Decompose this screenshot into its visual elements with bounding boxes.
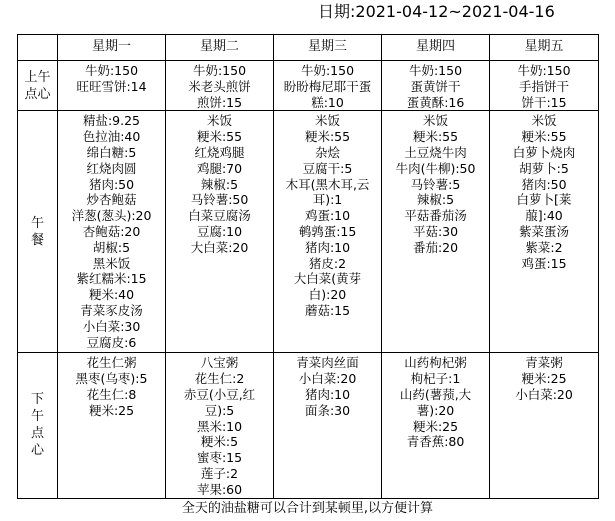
menu-line: 黑米:10 bbox=[196, 418, 243, 434]
menu-line: 牛肉(牛柳):50 bbox=[395, 160, 476, 176]
menu-cell bbox=[490, 111, 599, 353]
menu-line: 绵白糖:5 bbox=[86, 144, 137, 160]
menu-line: 米饭 bbox=[422, 113, 448, 129]
menu-line: 饼干:15 bbox=[521, 94, 567, 110]
menu-line: 面条:30 bbox=[304, 402, 351, 418]
menu-line: 青菜肉丝面 bbox=[296, 355, 359, 371]
menu-line: 大白菜(黄芽 bbox=[293, 271, 362, 287]
menu-line: 豆):5 bbox=[204, 402, 235, 418]
menu-line: 平菇番茄汤 bbox=[404, 208, 467, 224]
menu-cell bbox=[490, 61, 599, 111]
menu-line: 耳):1 bbox=[312, 192, 343, 208]
menu-cell bbox=[382, 353, 490, 498]
menu-line: 山药(薯蓣,大 bbox=[399, 386, 472, 402]
menu-line: 米饭 bbox=[206, 113, 232, 129]
menu-line: 牛奶:150 bbox=[84, 63, 139, 78]
menu-line: 紫菜:2 bbox=[525, 239, 563, 255]
menu-line: 白):20 bbox=[308, 287, 347, 303]
menu-cell bbox=[166, 111, 274, 353]
menu-line: 杂烩 bbox=[314, 144, 340, 160]
menu-line: 紫菜蛋汤 bbox=[518, 223, 569, 239]
menu-line: 米老头煎饼 bbox=[188, 78, 251, 94]
menu-line: 粳米:25 bbox=[88, 402, 135, 418]
day-header-thu: 星期四 bbox=[382, 35, 490, 61]
menu-line: 猪肉:50 bbox=[88, 176, 135, 192]
menu-line: 精盐:9.25 bbox=[82, 113, 141, 129]
menu-line: 大白菜:20 bbox=[190, 239, 249, 255]
menu-line: 粳米:25 bbox=[521, 371, 567, 387]
menu-line: 辣椒:5 bbox=[416, 192, 455, 208]
menu-cell bbox=[382, 111, 490, 353]
day-header-mon: 星期一 bbox=[58, 35, 166, 61]
day-header-wed: 星期三 bbox=[274, 35, 382, 61]
menu-line: 鸡腿:70 bbox=[196, 160, 243, 176]
menu-line: 牛奶:150 bbox=[408, 63, 463, 78]
menu-line: 豆腐皮:6 bbox=[86, 334, 137, 350]
menu-line: 青香蕉:80 bbox=[406, 434, 465, 450]
menu-line: 八宝粥 bbox=[200, 355, 239, 371]
menu-line: 山药枸杞粥 bbox=[404, 355, 467, 371]
menu-line: 牛奶:150 bbox=[300, 63, 355, 78]
afternoon-snack-row bbox=[18, 353, 599, 498]
menu-line: 粳米:5 bbox=[200, 434, 239, 450]
menu-line: 小白菜:30 bbox=[82, 318, 141, 334]
menu-line: 胡椒:5 bbox=[92, 239, 131, 255]
menu-cell bbox=[166, 353, 274, 498]
menu-line: 旺旺雪饼:14 bbox=[76, 78, 147, 94]
menu-line: 马铃薯:5 bbox=[410, 176, 461, 192]
row-label-morning-snack bbox=[18, 61, 58, 111]
menu-line: 蜜枣:15 bbox=[196, 450, 243, 466]
menu-cell bbox=[166, 61, 274, 111]
row-label-line: 上午 bbox=[24, 69, 51, 85]
menu-line: 杏鲍菇:20 bbox=[82, 223, 141, 239]
lunch-row bbox=[18, 111, 599, 353]
menu-line: 莲子:2 bbox=[200, 465, 239, 481]
menu-line: 粳米:25 bbox=[412, 418, 459, 434]
menu-line: 粳米:40 bbox=[88, 287, 135, 303]
day-header-fri: 星期五 bbox=[490, 35, 599, 61]
corner-cell bbox=[18, 35, 58, 61]
menu-line: 白菜豆腐汤 bbox=[188, 208, 251, 224]
menu-line: 手指饼干 bbox=[518, 78, 569, 94]
menu-line: 蛋黄饼干 bbox=[410, 78, 461, 94]
menu-line: 鹌鹑蛋:15 bbox=[298, 223, 357, 239]
menu-cell bbox=[274, 61, 382, 111]
row-label-line: 下 bbox=[30, 392, 44, 408]
menu-line: 青菜粥 bbox=[525, 355, 563, 371]
date-range: 日期:2021-04-12~2021-04-16 bbox=[318, 2, 555, 21]
menu-line: 平菇:30 bbox=[412, 223, 459, 239]
menu-line: 薯):20 bbox=[416, 402, 455, 418]
row-label-lunch bbox=[18, 111, 58, 353]
menu-line: 紫红糯米:15 bbox=[76, 271, 147, 287]
menu-line: 红烧肉圆 bbox=[86, 160, 137, 176]
morning-snack-row bbox=[18, 61, 599, 111]
menu-line: 粳米:55 bbox=[521, 129, 567, 145]
menu-line: 煎饼:15 bbox=[196, 94, 243, 110]
menu-line: 黑米饭 bbox=[92, 255, 131, 271]
menu-line: 花生仁:2 bbox=[194, 371, 245, 387]
menu-line: 蘑菇:15 bbox=[304, 302, 351, 318]
menu-line: 菔]:40 bbox=[525, 208, 563, 224]
menu-line: 豆腐干:5 bbox=[302, 160, 353, 176]
menu-line: 盼盼梅尼耶干蛋 bbox=[283, 78, 372, 94]
menu-cell bbox=[490, 353, 599, 498]
menu-line: 木耳(黑木耳,云 bbox=[285, 176, 370, 192]
menu-line: 鸡蛋:15 bbox=[521, 255, 567, 271]
menu-line: 鸡蛋:10 bbox=[304, 208, 351, 224]
menu-cell bbox=[58, 61, 166, 111]
menu-line: 粳米:55 bbox=[304, 129, 351, 145]
menu-line: 猪肉:50 bbox=[521, 176, 567, 192]
menu-line: 苹果:60 bbox=[196, 481, 243, 497]
menu-line: 猪肉:10 bbox=[304, 386, 351, 402]
menu-line: 蛋黄酥:16 bbox=[406, 94, 465, 110]
menu-cell bbox=[58, 111, 166, 353]
menu-line: 赤豆(小豆,红 bbox=[183, 386, 256, 402]
footer-note: 全天的油盐糖可以合计到某顿里,以方便计算 bbox=[181, 501, 434, 516]
menu-line: 土豆烧牛肉 bbox=[404, 144, 467, 160]
menu-cell bbox=[58, 353, 166, 498]
menu-line: 马铃薯:50 bbox=[190, 192, 249, 208]
menu-line: 豆腐:10 bbox=[196, 223, 243, 239]
menu-line: 粳米:55 bbox=[412, 129, 459, 145]
menu-line: 猪肉:10 bbox=[304, 239, 351, 255]
header-row bbox=[18, 35, 599, 61]
row-label-line: 点 bbox=[30, 426, 44, 442]
menu-line: 青菜豕皮汤 bbox=[80, 302, 143, 318]
menu-line: 辣椒:5 bbox=[200, 176, 239, 192]
menu-cell bbox=[382, 61, 490, 111]
menu-line: 色拉油:40 bbox=[82, 129, 141, 145]
menu-line: 粳米:55 bbox=[196, 129, 243, 145]
menu-line: 花生仁:8 bbox=[86, 386, 137, 402]
menu-line: 白萝卜[莱 bbox=[516, 192, 572, 208]
menu-cell bbox=[274, 353, 382, 498]
menu-line: 番茄:20 bbox=[412, 239, 459, 255]
menu-line: 黑枣(乌枣):5 bbox=[75, 371, 148, 387]
menu-line: 枸杞子:1 bbox=[410, 371, 461, 387]
menu-line: 炒杏鲍菇 bbox=[86, 192, 137, 208]
menu-line: 牛奶:150 bbox=[192, 63, 247, 78]
row-label-line: 点心 bbox=[24, 86, 51, 102]
day-header-tue: 星期二 bbox=[166, 35, 274, 61]
menu-line: 牛奶:150 bbox=[517, 63, 571, 78]
row-label-line: 午 bbox=[30, 215, 44, 231]
menu-line: 洋葱(葱头):20 bbox=[71, 208, 152, 224]
menu-line: 猪皮:2 bbox=[308, 255, 347, 271]
menu-line: 白萝卜烧肉 bbox=[512, 144, 576, 160]
menu-line: 米饭 bbox=[531, 113, 557, 129]
menu-line: 胡萝卜:5 bbox=[519, 160, 569, 176]
menu-line: 糕:10 bbox=[311, 94, 344, 110]
row-label-line: 餐 bbox=[30, 232, 44, 248]
row-label-afternoon-snack bbox=[18, 353, 58, 498]
menu-line: 花生仁粥 bbox=[86, 355, 137, 371]
row-label-line: 心 bbox=[30, 443, 44, 459]
menu-line: 红烧鸡腿 bbox=[194, 144, 245, 160]
menu-line: 米饭 bbox=[314, 113, 340, 129]
weekly-menu-table bbox=[17, 34, 599, 499]
row-label-line: 午 bbox=[30, 409, 44, 425]
menu-cell bbox=[274, 111, 382, 353]
menu-line: 小白菜:20 bbox=[298, 371, 357, 387]
menu-line: 小白菜:20 bbox=[515, 386, 573, 402]
